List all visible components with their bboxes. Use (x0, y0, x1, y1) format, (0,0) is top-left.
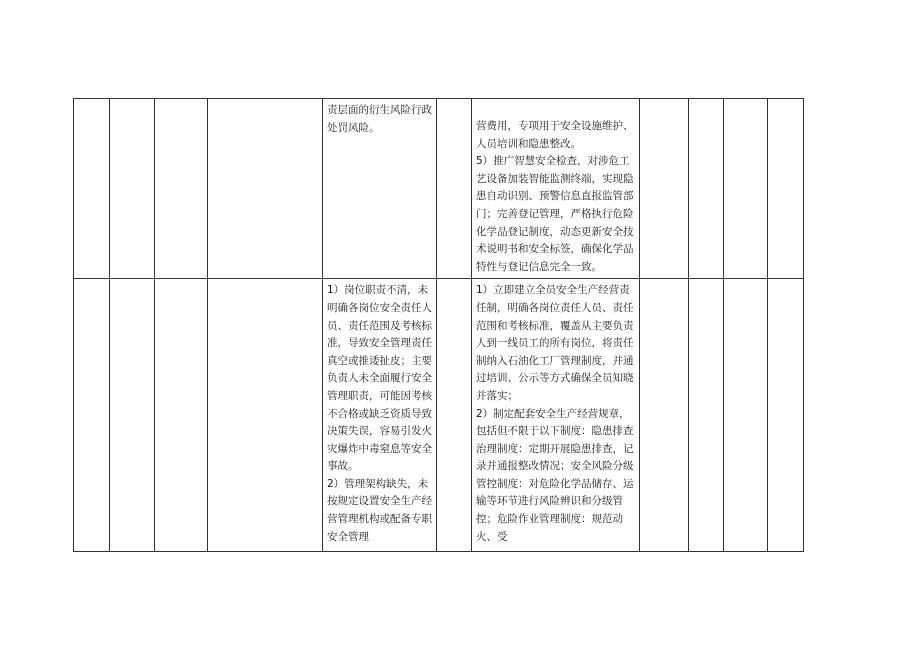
table-cell (110, 99, 155, 279)
table-cell (724, 99, 768, 279)
risk-description-cell (323, 279, 437, 552)
control-measure-text: 营费用，专项用于安全设施维护、 人员培训和隐患整改。 5）推广智慧安全检查，对涉危工 艺设备加装智能监测终端，实现隐 患自动识别、预警信息直报监管部 门；完善登记管理，严格执行危险 化学品登记制度，动态更新安全技 术说明书和安全标签，确保化学品 特性与登记信息完全一致。 (476, 120, 634, 273)
table-cell (437, 279, 472, 552)
risk-description-cell (323, 99, 437, 279)
risk-control-table (73, 98, 804, 552)
table-cell (768, 279, 804, 552)
table-cell (689, 99, 724, 279)
table-cell (110, 279, 155, 552)
table-row (74, 99, 804, 279)
table-cell (155, 99, 208, 279)
table-cell (724, 279, 768, 552)
table-cell (208, 279, 323, 552)
table-cell (437, 99, 472, 279)
table-cell (155, 279, 208, 552)
table-cell (640, 279, 689, 552)
control-measure-text: 1）立即建立全员安全生产经营责 任制，明确各岗位责任人员、责任 范围和考核标准，覆盖从主要负责 人到一线员工的所有岗位，将责任 制纳入石油化工厂管理制度，并通 过培训、公示等方式确保全员知晓 并落实； 2）制定配套安全生产经营规章， 包括但不限于以下制度：隐患排查 治理制度：定期开展隐患排查，记 录并通报整改情况；安全风险分级 管控制度：对危险化学品储存、运 输等环节进行风险辨识和分级管 控；危险作业管理制度：规范动 火、受 (476, 284, 634, 543)
table-cell (689, 279, 724, 552)
control-measure-cell (472, 279, 640, 552)
risk-description-text: 责层面的衍生风险行政 处罚风险。 (327, 104, 432, 134)
risk-description-text: 1）岗位职责不清，未 明确各岗位安全责任人 员、责任范围及考核标 准，导致安全管理责任 真空或推诿扯皮；主要 负责人未全面履行安全 管理职责，可能因考核 不合格或缺乏资质导致 决策失误，容易引发火 灾爆炸中毒窒息等安全 事故。 2）管理架构缺失，未 按规定设置安全生产经 营管理机构或配备专职 安全管理 (327, 284, 432, 543)
control-measure-cell (472, 99, 640, 279)
table-cell (208, 99, 323, 279)
table-cell (768, 99, 804, 279)
table-cell (74, 99, 110, 279)
table-cell (640, 99, 689, 279)
table-row (74, 279, 804, 552)
table-cell (74, 279, 110, 552)
